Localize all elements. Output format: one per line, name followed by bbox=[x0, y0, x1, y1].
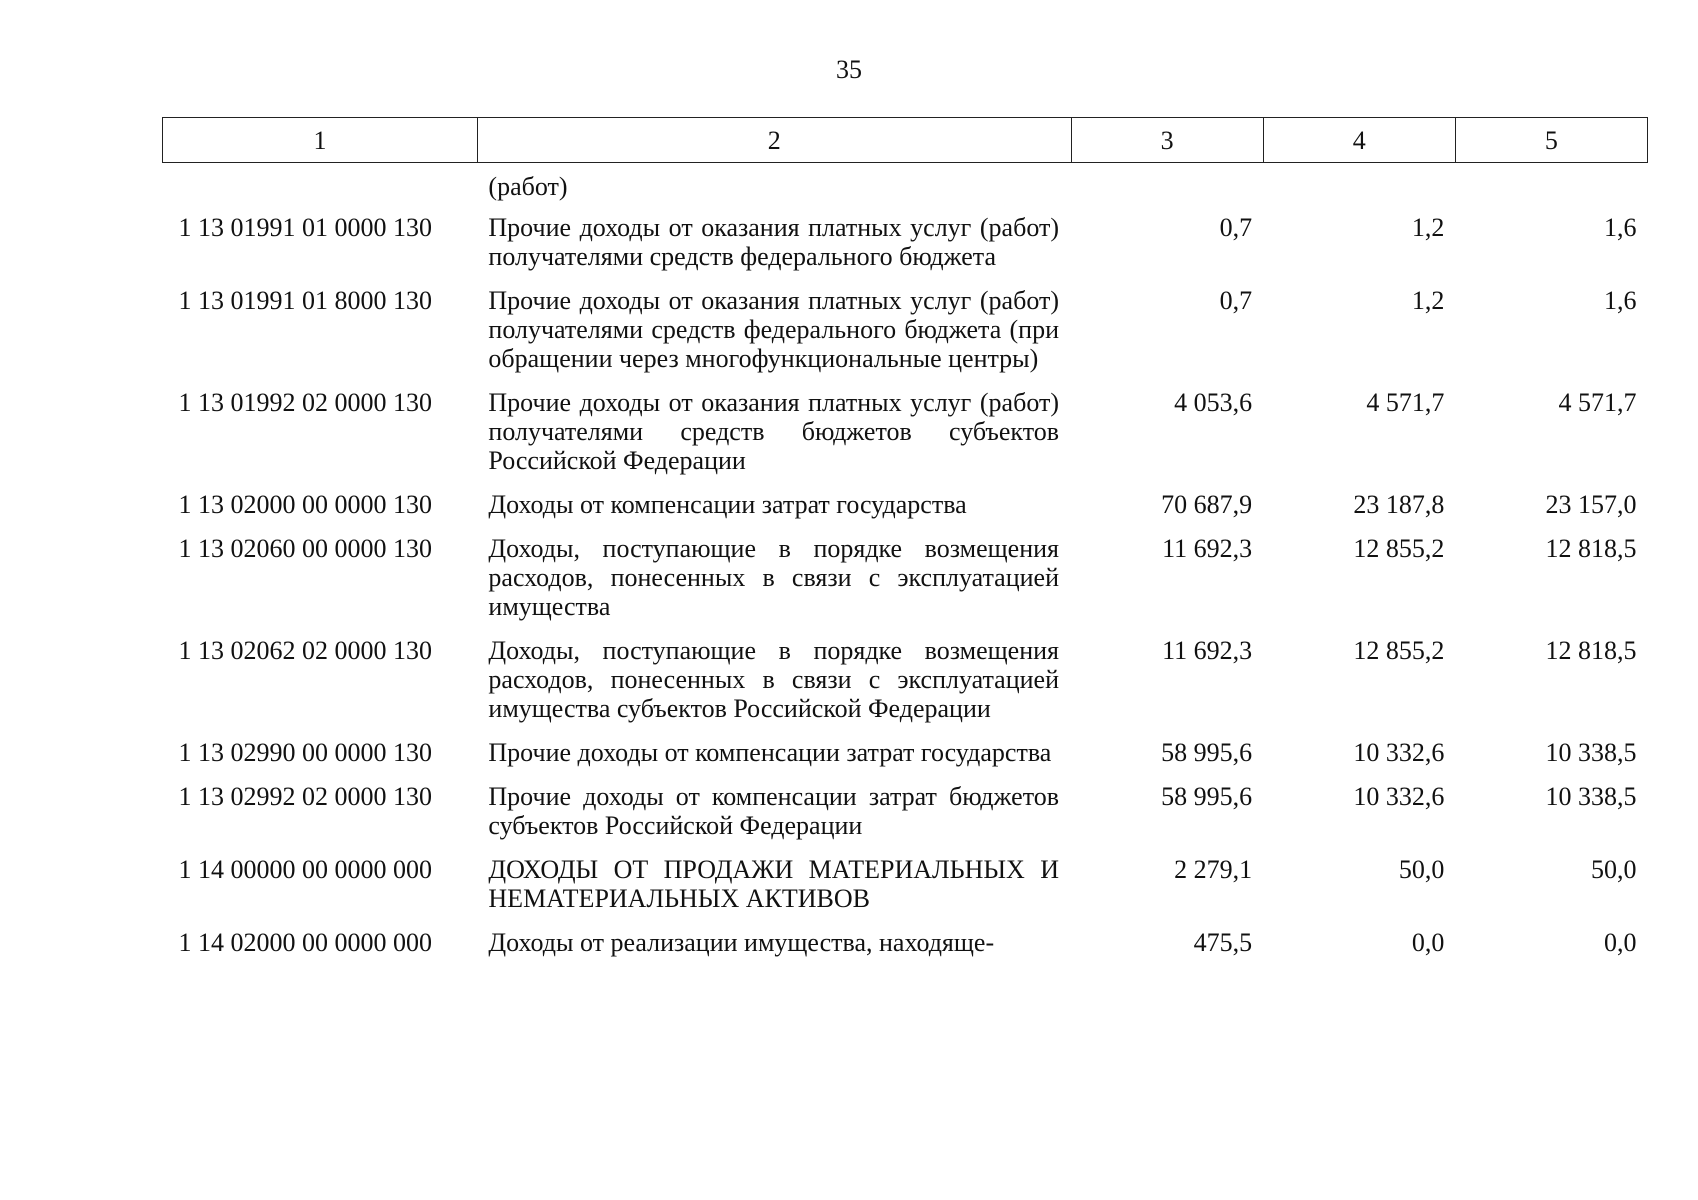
budget-code-cell: 1 13 02992 02 0000 130 bbox=[178, 782, 432, 811]
budget-code-cell: 1 13 01991 01 8000 130 bbox=[178, 286, 432, 315]
table-row bbox=[163, 163, 1648, 214]
value-col3-cell: 0,7 bbox=[1219, 213, 1253, 242]
value-col5-cell: 12 818,5 bbox=[1545, 534, 1637, 563]
value-col5-cell: 12 818,5 bbox=[1545, 636, 1637, 665]
table-row bbox=[163, 855, 1648, 928]
table-row bbox=[163, 782, 1648, 855]
value-col5-cell: 1,6 bbox=[1604, 286, 1637, 315]
table-header bbox=[163, 118, 1648, 163]
income-name-cell: ДОХОДЫ ОТ ПРОДАЖИ МАТЕРИАЛЬНЫХ И НЕМАТЕРИАЛЬНЫХ АКТИВОВ bbox=[488, 855, 1059, 913]
value-col4-cell: 12 855,2 bbox=[1353, 636, 1445, 665]
income-name-cell: Прочие доходы от оказания платных услуг (работ) получателями средств бюджетов субъектов Российской Федерации bbox=[488, 388, 1059, 475]
value-col3-cell: 58 995,6 bbox=[1161, 782, 1253, 811]
value-col4-cell: 23 187,8 bbox=[1353, 490, 1445, 519]
value-col4-cell: 0,0 bbox=[1411, 928, 1445, 957]
value-col3-cell bbox=[1071, 163, 1263, 214]
value-col3-cell: 58 995,6 bbox=[1161, 738, 1253, 767]
budget-code-cell: 1 13 02060 00 0000 130 bbox=[178, 534, 432, 563]
table-row bbox=[163, 738, 1648, 782]
value-col5-cell: 1,6 bbox=[1604, 213, 1637, 242]
value-col5-cell: 10 338,5 bbox=[1545, 782, 1637, 811]
budget-code-cell: 1 14 00000 00 0000 000 bbox=[178, 855, 432, 884]
table-row bbox=[163, 636, 1648, 738]
table-row bbox=[163, 490, 1648, 534]
table-row bbox=[163, 928, 1648, 972]
value-col5-cell: 10 338,5 bbox=[1545, 738, 1637, 767]
budget-code-cell: 1 13 01992 02 0000 130 bbox=[178, 388, 432, 417]
value-col3-cell: 0,7 bbox=[1219, 286, 1253, 315]
value-col4-cell: 10 332,6 bbox=[1353, 738, 1445, 767]
table-row bbox=[163, 213, 1648, 286]
value-col4-cell: 1,2 bbox=[1411, 213, 1445, 242]
value-col3-cell: 2 279,1 bbox=[1174, 855, 1253, 884]
column-header-4: 4 bbox=[1263, 118, 1455, 163]
header-row bbox=[163, 118, 1648, 163]
value-col5-cell: 4 571,7 bbox=[1558, 388, 1637, 417]
income-name-cell: Доходы от компенсации затрат государства bbox=[488, 490, 967, 519]
budget-code-cell: 1 14 02000 00 0000 000 bbox=[178, 928, 432, 957]
column-header-3: 3 bbox=[1071, 118, 1263, 163]
value-col3-cell: 4 053,6 bbox=[1174, 388, 1253, 417]
value-col3-cell: 475,5 bbox=[1193, 928, 1253, 957]
value-col4-cell: 10 332,6 bbox=[1353, 782, 1445, 811]
budget-code-cell: 1 13 02990 00 0000 130 bbox=[178, 738, 432, 767]
budget-income-table bbox=[162, 117, 1648, 972]
income-name-cell: (работ) bbox=[488, 172, 568, 201]
value-col4-cell: 12 855,2 bbox=[1353, 534, 1445, 563]
table-row bbox=[163, 534, 1648, 636]
table-row bbox=[163, 388, 1648, 490]
value-col4-cell: 4 571,7 bbox=[1366, 388, 1445, 417]
value-col3-cell: 11 692,3 bbox=[1162, 534, 1253, 563]
value-col4-cell: 1,2 bbox=[1411, 286, 1445, 315]
income-name-cell: Прочие доходы от компенсации затрат бюджетов субъектов Российской Федерации bbox=[488, 782, 1059, 840]
budget-code-cell: 1 13 01991 01 0000 130 bbox=[178, 213, 432, 242]
value-col5-cell: 50,0 bbox=[1591, 855, 1637, 884]
value-col5-cell: 23 157,0 bbox=[1545, 490, 1637, 519]
value-col5-cell bbox=[1455, 163, 1647, 214]
value-col4-cell: 50,0 bbox=[1398, 855, 1445, 884]
budget-code-cell: 1 13 02062 02 0000 130 bbox=[178, 636, 432, 665]
income-name-cell: Доходы, поступающие в порядке возмещения расходов, понесенных в связи с эксплуатацией имущества субъектов Российской Федерации bbox=[488, 636, 1059, 723]
column-header-2: 2 bbox=[477, 118, 1071, 163]
income-name-cell: Прочие доходы от оказания платных услуг (работ) получателями средств федерального бюджета (при обращении через многофункциональные центры) bbox=[488, 286, 1059, 373]
budget-code-cell: 1 13 02000 00 0000 130 bbox=[178, 490, 432, 519]
value-col3-cell: 70 687,9 bbox=[1161, 490, 1253, 519]
budget-code-cell bbox=[163, 163, 478, 214]
income-name-cell: Доходы от реализации имущества, находяще- bbox=[488, 928, 995, 957]
page-number: 35 bbox=[836, 55, 862, 84]
income-name-cell: Прочие доходы от компенсации затрат государства bbox=[488, 738, 1052, 767]
column-header-5: 5 bbox=[1455, 118, 1647, 163]
table-row bbox=[163, 286, 1648, 388]
value-col5-cell: 0,0 bbox=[1604, 928, 1637, 957]
value-col4-cell bbox=[1263, 163, 1455, 214]
table-body bbox=[163, 163, 1648, 973]
value-col3-cell: 11 692,3 bbox=[1162, 636, 1253, 665]
column-header-1: 1 bbox=[163, 118, 478, 163]
income-name-cell: Прочие доходы от оказания платных услуг (работ) получателями средств федерального бюджета bbox=[488, 213, 1059, 271]
income-name-cell: Доходы, поступающие в порядке возмещения расходов, понесенных в связи с эксплуатацией имущества bbox=[488, 534, 1059, 621]
